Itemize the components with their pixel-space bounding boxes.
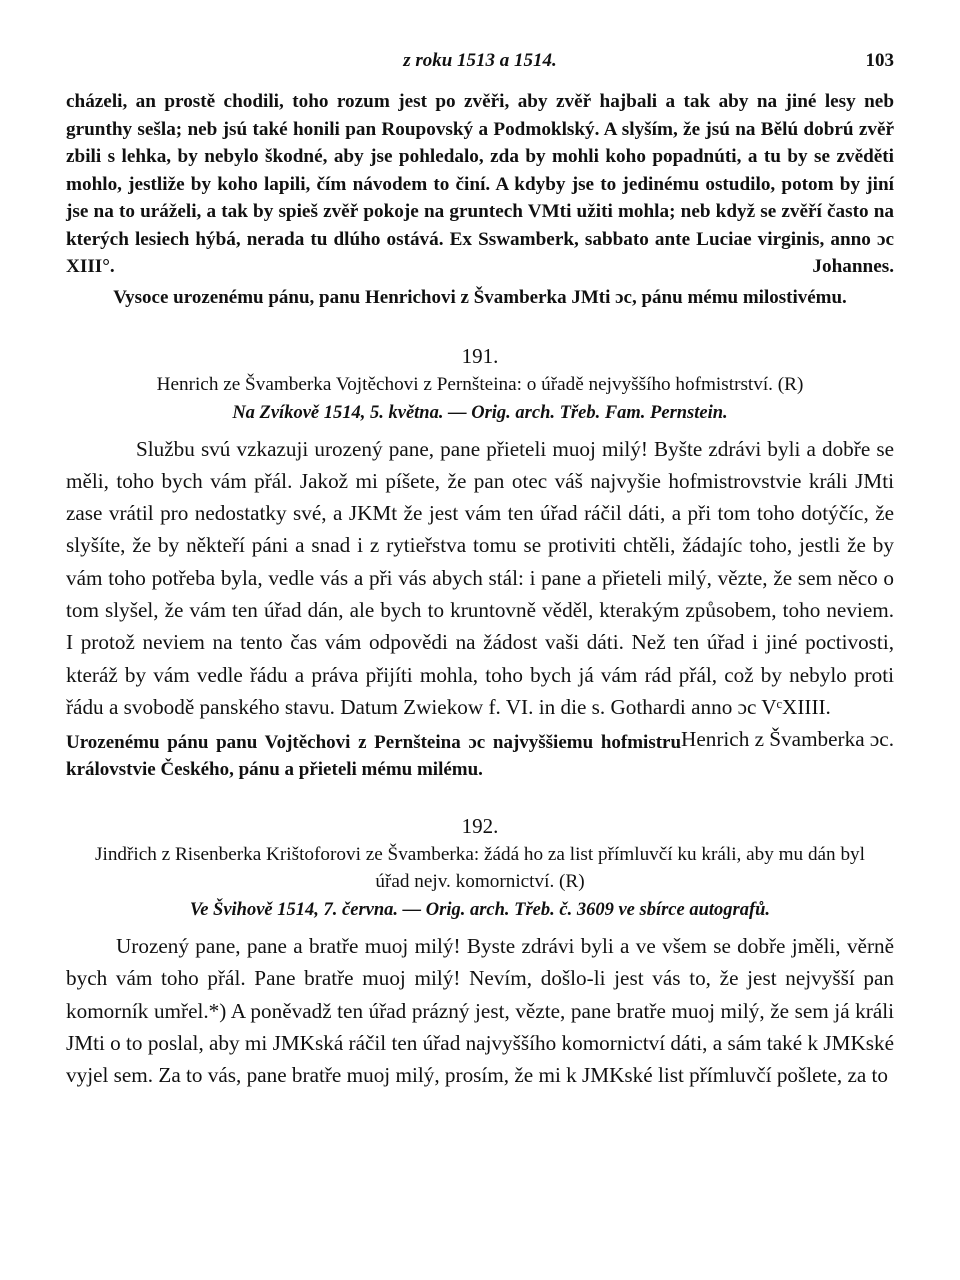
letter-191-heading: Henrich ze Švamberka Vojtěchovi z Pernšteina: o úřadě nejvyššího hofmistrství. (R) [156,373,804,395]
running-head [66,48,894,88]
letter-191-address: Urozenému pánu panu Vojtěchovi z Pernšteina ɔc najvyššiemu hofmistru královstvie Českého, pánu a přieteli mému milému. [66,732,682,781]
letter-192-body: Urozený pane, pane a bratře muoj milý! Byste zdrávi byli a ve všem se dobře jměli, věrně bych vám toho přál. Pane bratře muoj milý! Nevím, došlo-li jest vás to, že jest nejvyšší pan komorník umřel.*) A poněvadž ten úřad prázný jest, vězte, pane bratře muoj milý, že sem já králi JMti o to poslal, aby mi JMKská ráčil ten úřad najvyššího komornictví dáti, a sám také k JMKské vyjel sem. Za to vás, pane bratře muoj milý, prosím, že mi k JMKské list přímluvčí pošlete, za to [66,934,894,1088]
letter-192-number: 192. [461,814,499,839]
running-title: z roku 1513 a 1514. [403,50,557,71]
letter-192-source: Ve Švihově 1514, 7. června. — Orig. arch. Třeb. č. 3609 ve sbírce autografů. [189,900,771,921]
letter-191 [66,341,894,784]
letter-191-signature: Henrich z Švamberka ɔc. [681,727,894,752]
letter-191-source: Na Zvíkově 1514, 5. května. — Orig. arch. Třeb. Fam. Pernstein. [232,402,728,423]
letter-190-continuation [66,88,894,311]
letter-191-body: Službu svú vzkazuji urozený pane, pane přieteli muoj milý! Byšte zdrávi byli a dobře se měli, toho bych vám přál. Jakož mi píšete, že pan otec váš najvyšie hofmistrovstvie králi JMti zase vrátil pro nedostatky své, a JKMt že jest vám ten úřad ráčil dáti, a při tom toho dotýčíc, že slyšíte, že by někteří páni a snad i z rytieřstva tomu se protiviti chtěli, žádajíc toho, jestli že by vám toho potřeba byla, vedle vás a při vás abych stál: i pane a přieteli milý, vězte, že sem něco o tom slyšel, že vám ten úřad dán, ale bych to kruntovně věděl, kterakým způsobem, toho neviem. I protož neviem na tento čas vám odpovědi na žádost vaši dáti. Než ten úřad i jiné poctivosti, kteráž by vám vedle řádu a práva přijíti mohla, toho bych já vám rád přál, což by nebylo proti řádu a svobodě panského stavu. Datum Zwiekow f. VI. in die s. Gothardi anno ɔc VᶜXIIII. Henrich z Švamberka ɔc. [66,433,894,724]
letter-191-number: 191. [461,343,499,368]
page-number: 103 [865,50,894,71]
letter-190-signature: Johannes. [812,256,894,277]
letter-192 [66,811,894,1091]
letter-190-address: Vysoce urozenému pánu, panu Henrichovi z Švamberka JMti ɔc, pánu mému milostivému. [113,286,847,308]
letter-190-body: cházeli, an prostě chodili, toho rozum jest po zvěři, aby zvěř hajbali a tak aby na jiné lesy neb grunthy sešla; neb jsú také honili pan Roupovský a Podmoklský. A slyším, že jsú na Bělú dobrú zvěř zbili s lehka, by nebylo škodné, aby jse pohledalo, zda by mohli koho popadnúti, a tu by se zvěděti mohlo, jestliže by koho lapili, čím návodem to činí. A kdyby jse to jedinému ostudilo, potom by jiní jse na to uráželi, a tak by spieš zvěř pokoje na gruntech VMti užiti mohla; neb když se zvěří často na kterých lesiech hýbá, nerada tu dlúho ostává. Ex Sswamberk, sabbato ante Luciae virginis, anno ɔc XIII°. Johannes. [66,88,894,281]
letter-192-heading: Jindřich z Risenberka Krištoforovi ze Švamberka: žádá ho za list přímluvčí ku králi, aby mu dán byl úřad nejv. komornictví. (R) [95,844,865,893]
document-page [66,48,894,1092]
